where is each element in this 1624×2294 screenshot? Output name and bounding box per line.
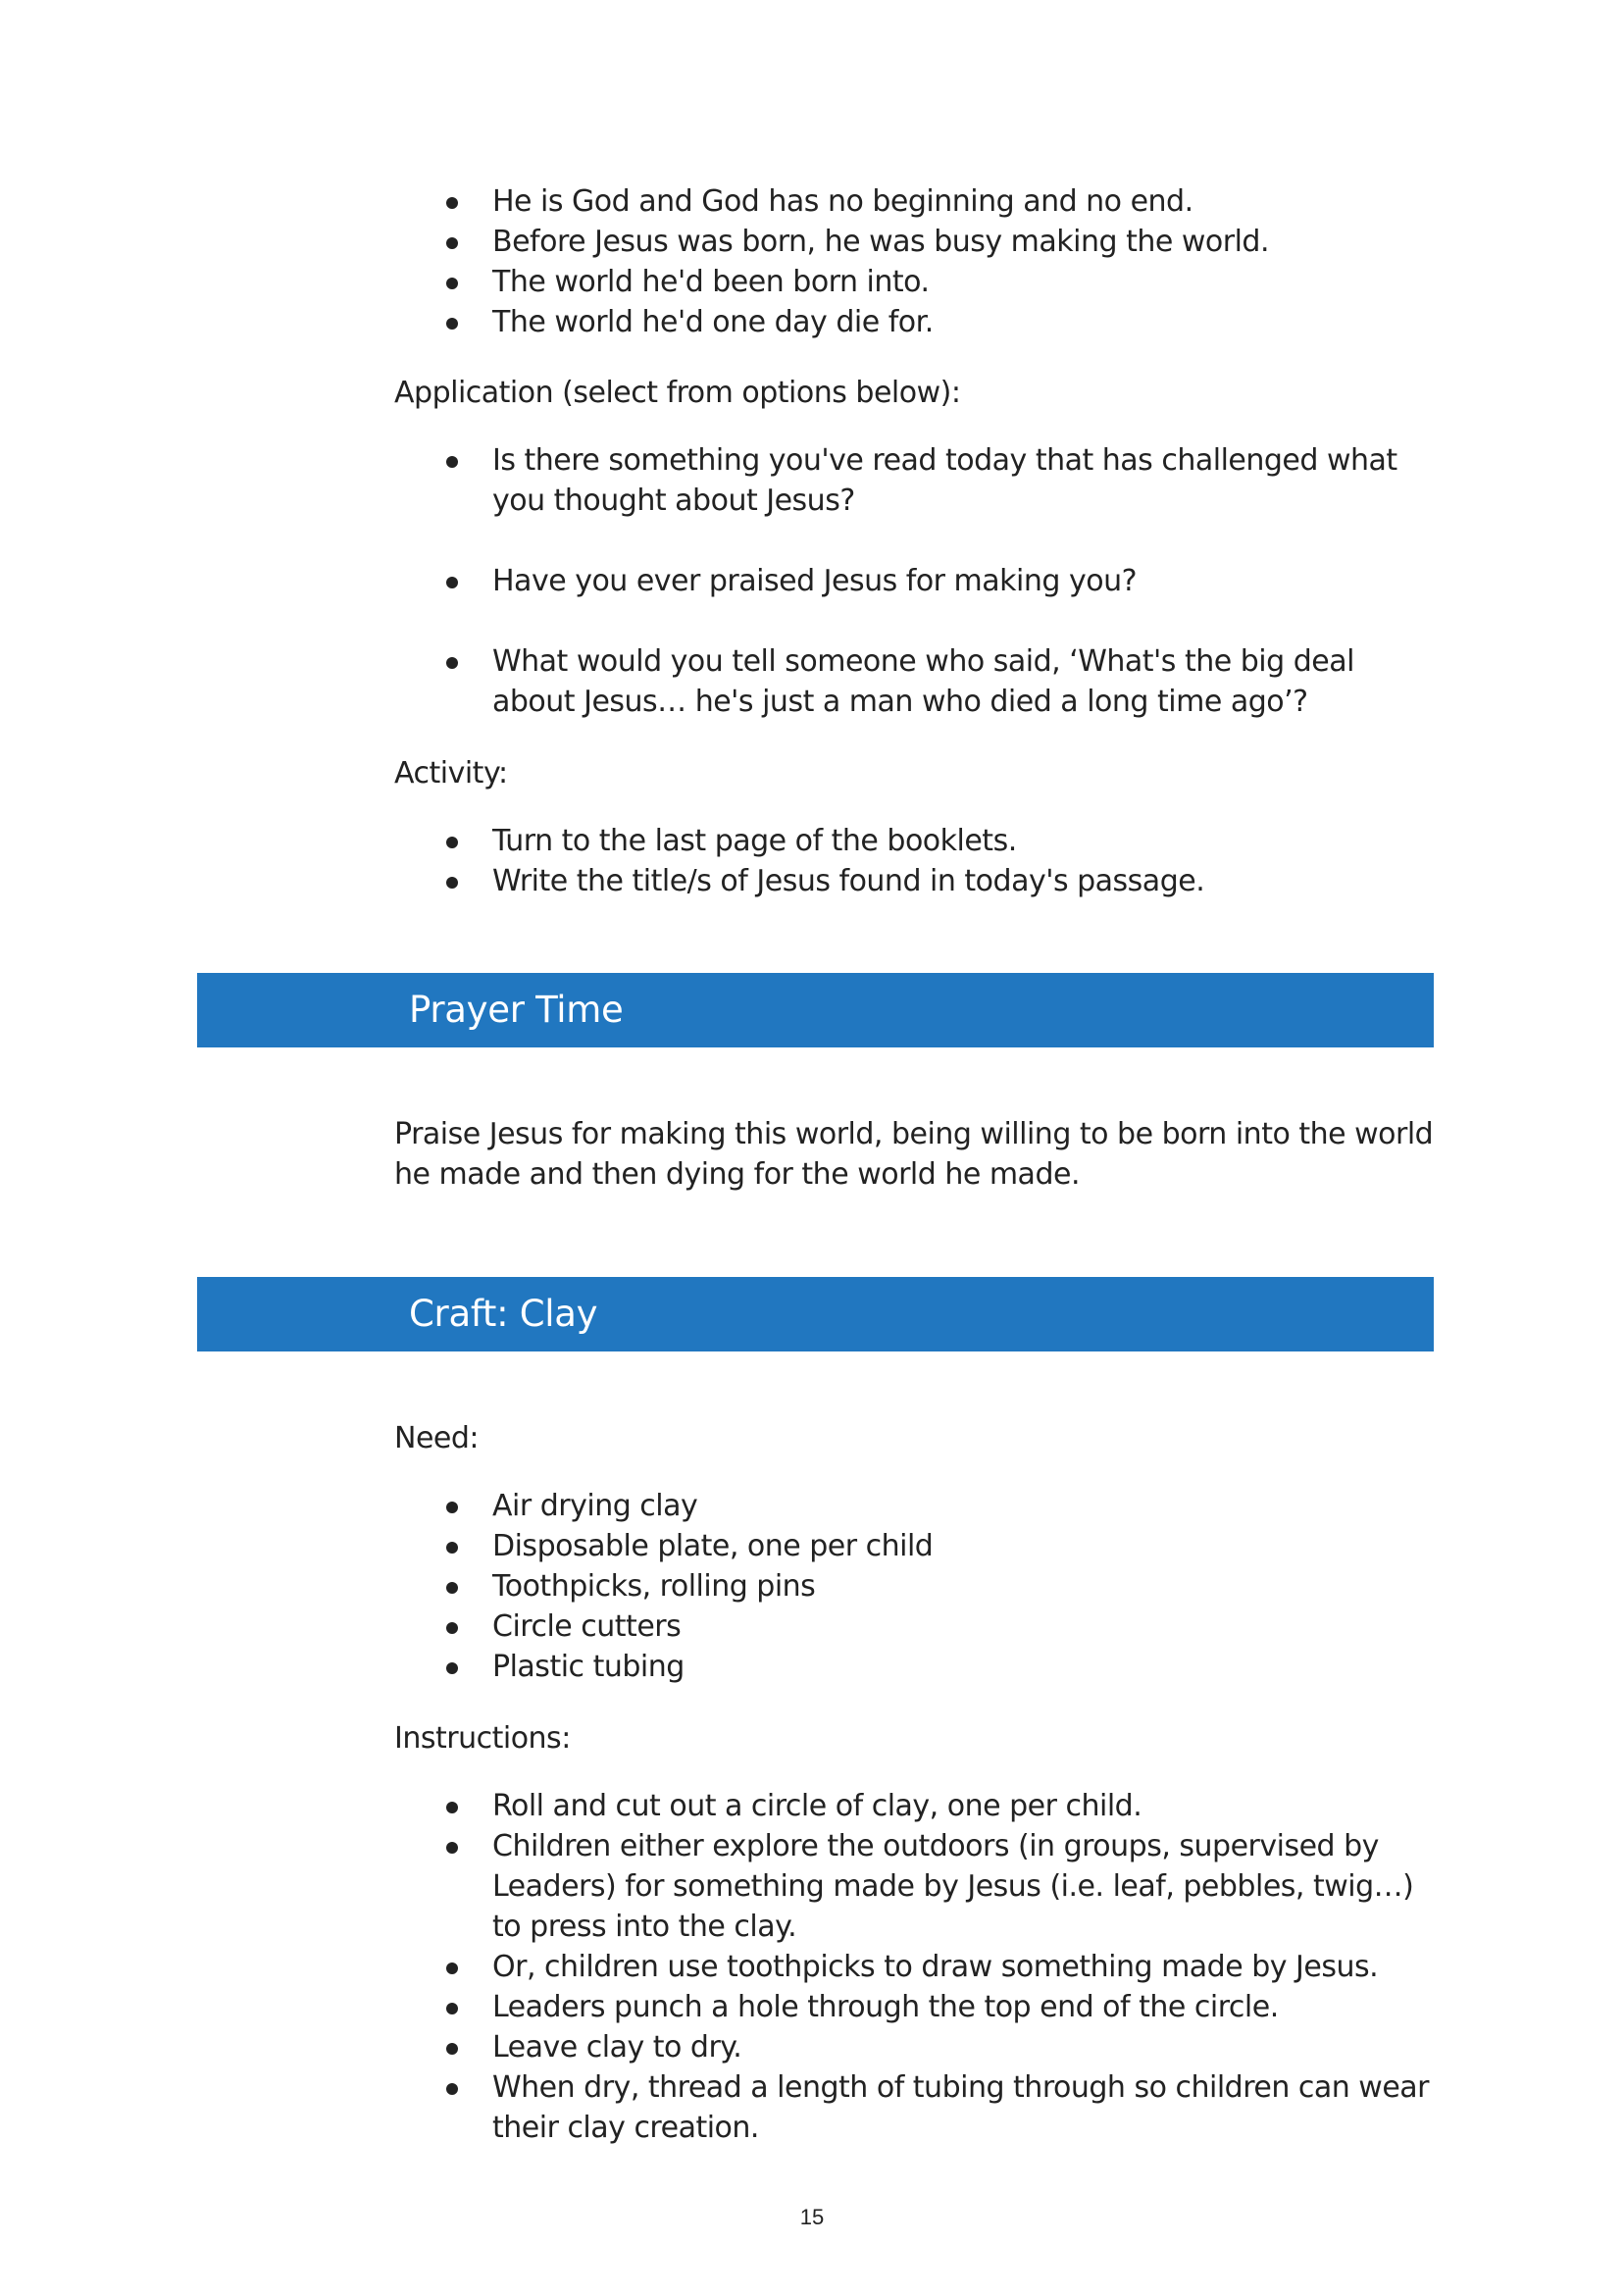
bullet-icon (446, 456, 458, 468)
list-item (394, 1786, 1434, 1826)
bullet-icon (446, 577, 458, 588)
bullet-icon (446, 1542, 458, 1554)
prayer-time-heading: Prayer Time (409, 989, 624, 1031)
activity-label: Activity: (394, 756, 508, 790)
list-item-text: Toothpicks, rolling pins (492, 1569, 816, 1604)
bullet-icon (446, 237, 458, 249)
list-item (394, 1486, 1434, 1526)
prayer-time-heading-band (197, 973, 1434, 1047)
list-item (394, 2067, 1434, 2148)
bullet-icon (446, 2043, 458, 2055)
list-item (394, 861, 1434, 901)
list-item-text: Write the title/s of Jesus found in today's passage. (492, 864, 1205, 898)
bullet-icon (446, 318, 458, 330)
list-item-text: Roll and cut out a circle of clay, one per child. (492, 1789, 1142, 1823)
list-item-text: Circle cutters (492, 1609, 682, 1644)
need-list (394, 1486, 1434, 1687)
list-item-text: Leaders punch a hole through the top end of the circle. (492, 1990, 1279, 2024)
craft-heading: Craft: Clay (409, 1293, 598, 1335)
list-item (394, 1987, 1434, 2027)
bullet-icon (446, 197, 458, 209)
bullet-icon (446, 1963, 458, 1974)
bullet-icon (446, 2083, 458, 2095)
list-item-text: When dry, thread a length of tubing through so children can wear their clay creation. (492, 2070, 1430, 2145)
craft-heading-band (197, 1277, 1434, 1351)
list-item-text: Is there something you've read today that has challenged what you thought about Jesus? (492, 443, 1397, 518)
bullet-icon (446, 2003, 458, 2014)
bullet-icon (446, 657, 458, 669)
list-item (394, 1826, 1434, 1947)
bullet-icon (446, 278, 458, 289)
need-label: Need: (394, 1421, 480, 1455)
list-item-text: Or, children use toothpicks to draw something made by Jesus. (492, 1950, 1379, 1984)
list-item-text: Plastic tubing (492, 1650, 685, 1684)
list-item (394, 1647, 1434, 1687)
list-item-text: He is God and God has no beginning and no end. (492, 184, 1193, 219)
list-item-text: Before Jesus was born, he was busy making the world. (492, 225, 1269, 259)
list-item (394, 2027, 1434, 2067)
list-item (394, 1566, 1434, 1606)
list-item-text: Leave clay to dry. (492, 2030, 742, 2065)
activity-list (394, 821, 1434, 901)
list-item (394, 641, 1434, 722)
prayer-text: Praise Jesus for making this world, being willing to be born into the world he made and then dying for the world he made. (394, 1117, 1434, 1192)
list-item-text: Turn to the last page of the booklets. (492, 824, 1017, 858)
bullet-icon (446, 837, 458, 848)
list-item (394, 1606, 1434, 1647)
list-item (394, 1526, 1434, 1566)
list-item (394, 821, 1434, 861)
bullet-icon (446, 1842, 458, 1854)
list-item-text: The world he'd one day die for. (492, 305, 934, 339)
list-item-text: Air drying clay (492, 1489, 698, 1523)
bullet-icon (446, 877, 458, 889)
list-item-text: The world he'd been born into. (492, 265, 930, 299)
list-item (394, 302, 1434, 342)
bullet-icon (446, 1662, 458, 1674)
list-item (394, 262, 1434, 302)
bullet-icon (446, 1802, 458, 1813)
list-item-text: What would you tell someone who said, ‘What's the big deal about Jesus… he's just a man who died a long time ago’? (492, 644, 1354, 719)
list-item-text: Children either explore the outdoors (in groups, supervised by Leaders) for something made by Jesus (i.e. leaf, pebbles, twig…) to press into the clay. (492, 1829, 1414, 1944)
list-item-text: Have you ever praised Jesus for making you? (492, 564, 1138, 598)
list-item-text: Disposable plate, one per child (492, 1529, 934, 1563)
list-item (394, 1947, 1434, 1987)
instructions-label: Instructions: (394, 1721, 571, 1756)
intro-bullet-list (394, 181, 1434, 342)
bullet-icon (446, 1502, 458, 1513)
list-item (394, 440, 1434, 521)
application-list (394, 440, 1434, 722)
bullet-icon (446, 1582, 458, 1594)
list-item (394, 222, 1434, 262)
bullet-icon (446, 1622, 458, 1634)
page-number: 15 (799, 2205, 825, 2229)
list-item (394, 181, 1434, 222)
instructions-list (394, 1786, 1434, 2148)
application-label: Application (select from options below): (394, 376, 961, 410)
list-item (394, 561, 1434, 601)
